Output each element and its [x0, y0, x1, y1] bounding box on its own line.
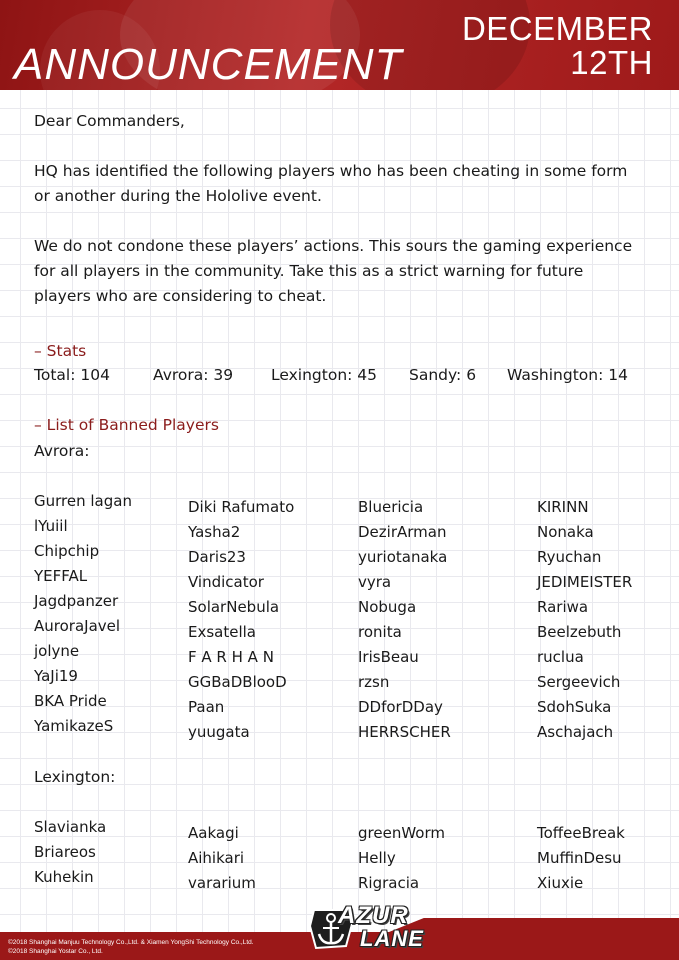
player-name: yuriotanaka	[358, 548, 448, 566]
player-name: Beelzebuth	[537, 623, 622, 641]
player-name: YaJi19	[34, 667, 78, 685]
date-day: 12TH	[570, 44, 653, 81]
paragraph-1-line-2: or another during the Hololive event.	[34, 187, 322, 205]
paragraph-2-line-3: players who are considering to cheat.	[34, 287, 327, 305]
player-name: lYuiil	[34, 517, 68, 535]
player-name: Rariwa	[537, 598, 589, 616]
player-name: Jagdpanzer	[34, 592, 119, 610]
player-name: Exsatella	[188, 623, 256, 641]
avrora-label: Avrora:	[34, 442, 90, 460]
player-name: Daris23	[188, 548, 246, 566]
player-name: Aihikari	[188, 849, 245, 867]
player-name: Chipchip	[34, 542, 100, 560]
player-name: Aakagi	[188, 824, 239, 842]
copyright-line-1: ©2018 Shanghai Manjuu Technology Co.,Ltd. & Xiamen YongShi Technology Co.,Ltd.	[8, 939, 254, 946]
player-name: Diki Rafumato	[188, 498, 295, 516]
paragraph-2-line-1: We do not condone these players’ actions. This sours the gaming experience	[34, 237, 633, 255]
avrora-column-4	[537, 495, 632, 745]
player-name: Yasha2	[188, 523, 241, 541]
stat-lexington: Lexington: 45	[271, 366, 378, 384]
player-name: greenWorm	[358, 824, 445, 842]
lexington-column-2	[188, 821, 256, 896]
player-name: SolarNebula	[188, 598, 280, 616]
page-title: ANNOUNCEMENT	[14, 40, 403, 89]
player-name: BKA Pride	[34, 692, 107, 710]
player-name: KIRINN	[537, 498, 589, 516]
avrora-column-3	[358, 495, 451, 745]
player-name: Ryuchan	[537, 548, 602, 566]
player-name: jolyne	[34, 642, 80, 660]
player-name: DDforDDay	[358, 698, 443, 716]
player-name: Aschajach	[537, 723, 614, 741]
player-name: JEDIMEISTER	[537, 573, 633, 591]
player-name: Vindicator	[188, 573, 264, 591]
player-name: Kuhekin	[34, 868, 94, 886]
stat-washington: Washington: 14	[507, 366, 628, 384]
player-name: Helly	[358, 849, 396, 867]
lexington-column-4	[537, 821, 625, 896]
player-name: rzsn	[358, 673, 390, 691]
avrora-column-1	[34, 489, 132, 739]
paragraph-1-line-1: HQ has identified the following players who has been cheating in some form	[34, 162, 628, 180]
player-name: Gurren lagan	[34, 492, 132, 510]
avrora-column-2	[188, 495, 294, 745]
player-name: Slavianka	[34, 818, 107, 836]
header-banner	[0, 0, 679, 90]
player-name: vararium	[188, 874, 256, 892]
player-name: ToffeeBreak	[537, 824, 625, 842]
stat-avrora: Avrora: 39	[153, 366, 234, 384]
player-name: ruclua	[537, 648, 584, 666]
player-name: vyra	[358, 573, 392, 591]
player-name: IrisBeau	[358, 648, 419, 666]
stat-total: Total: 104	[34, 366, 110, 384]
player-name: Briareos	[34, 843, 96, 861]
player-name: SdohSuka	[537, 698, 612, 716]
stat-sandy: Sandy: 6	[409, 366, 477, 384]
player-name: Sergeevich	[537, 673, 621, 691]
lexington-label: Lexington:	[34, 768, 116, 786]
player-name: Paan	[188, 698, 225, 716]
player-name: Xiuxie	[537, 874, 584, 892]
player-name: YEFFAL	[34, 567, 88, 585]
player-name: ronita	[358, 623, 402, 641]
player-name: Rigracia	[358, 874, 420, 892]
stats-heading: – Stats	[34, 342, 87, 360]
lexington-column-3	[358, 821, 445, 896]
player-name: AuroraJavel	[34, 617, 121, 635]
player-name: YamikazeS	[34, 717, 114, 735]
player-name: Bluericia	[358, 498, 424, 516]
player-name: Nobuga	[358, 598, 417, 616]
logo-word-azur: AZUR	[338, 902, 409, 929]
player-name: MuffinDesu	[537, 849, 622, 867]
player-name: F A R H A N	[188, 648, 274, 666]
greeting: Dear Commanders,	[34, 112, 185, 130]
lexington-column-1	[34, 815, 106, 890]
player-name: DezirArman	[358, 523, 447, 541]
player-name: GGBaDBlooD	[188, 673, 287, 691]
player-name: Nonaka	[537, 523, 594, 541]
date-month: DECEMBER	[461, 10, 653, 47]
announcement-date	[462, 12, 653, 80]
paragraph-2-line-2: for all players in the community. Take this as a strict warning for future	[34, 262, 584, 280]
logo-word-lane: LANE	[360, 926, 424, 951]
azur-lane-logo	[308, 902, 438, 956]
player-name: HERRSCHER	[358, 723, 451, 741]
copyright-line-2: ©2018 Shanghai Yostar Co., Ltd.	[8, 948, 103, 955]
player-name: yuugata	[188, 723, 250, 741]
banned-list-heading: – List of Banned Players	[34, 416, 219, 434]
